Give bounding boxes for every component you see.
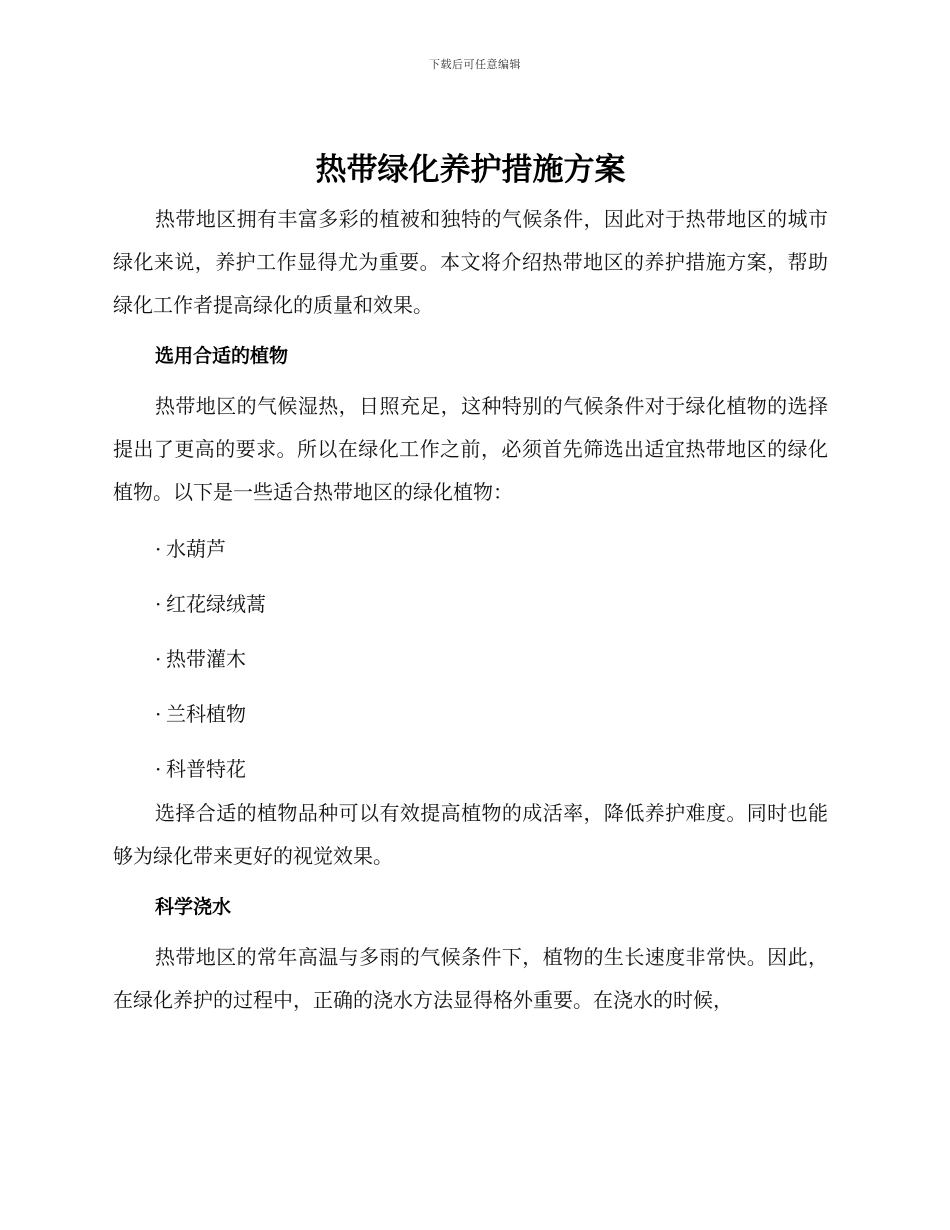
bullet-marker: · (155, 537, 162, 561)
list-item (155, 754, 828, 784)
list-item-label: 兰科植物 (166, 702, 246, 726)
watering-paragraph: 热带地区的常年高温与多雨的气候条件下，植物的生长速度非常快。因此，在绿化养护的过程中，正确的浇水方法显得格外重要。在浇水的时候， (113, 945, 828, 1012)
section-heading-plant-selection: 选用合适的植物 (155, 345, 289, 367)
list-item (155, 699, 828, 729)
bullet-marker: · (155, 702, 162, 726)
document-title: 热带绿化养护措施方案 (315, 152, 626, 188)
plant-list (113, 534, 828, 784)
document-body (113, 148, 828, 1022)
bullet-marker: · (155, 757, 162, 781)
list-item (155, 589, 828, 619)
plant-selection-summary: 选择合适的植物品种可以有效提高植物的成活率，降低养护难度。同时也能够为绿化带来更好的视觉效果。 (113, 801, 828, 868)
list-item (155, 644, 828, 674)
bullet-marker: · (155, 592, 162, 616)
bullet-marker: · (155, 647, 162, 671)
plant-selection-paragraph: 热带地区的气候湿热，日照充足，这种特别的气候条件对于绿化植物的选择提出了更高的要求。所以在绿化工作之前，必须首先筛选出适宜热带地区的绿化植物。以下是一些适合热带地区的绿化植物： (113, 394, 828, 504)
list-item-label: 热带灌木 (166, 647, 246, 671)
intro-paragraph: 热带地区拥有丰富多彩的植被和独特的气候条件，因此对于热带地区的城市绿化来说，养护工作显得尤为重要。本文将介绍热带地区的养护措施方案，帮助绿化工作者提高绿化的质量和效果。 (113, 207, 828, 317)
list-item-label: 水葫芦 (166, 537, 226, 561)
header-note: 下载后可任意编辑 (429, 58, 521, 71)
section-heading-watering: 科学浇水 (155, 896, 232, 918)
list-item (155, 534, 828, 564)
list-item-label: 红花绿绒蒿 (166, 592, 266, 616)
list-item-label: 科普特花 (166, 757, 246, 781)
